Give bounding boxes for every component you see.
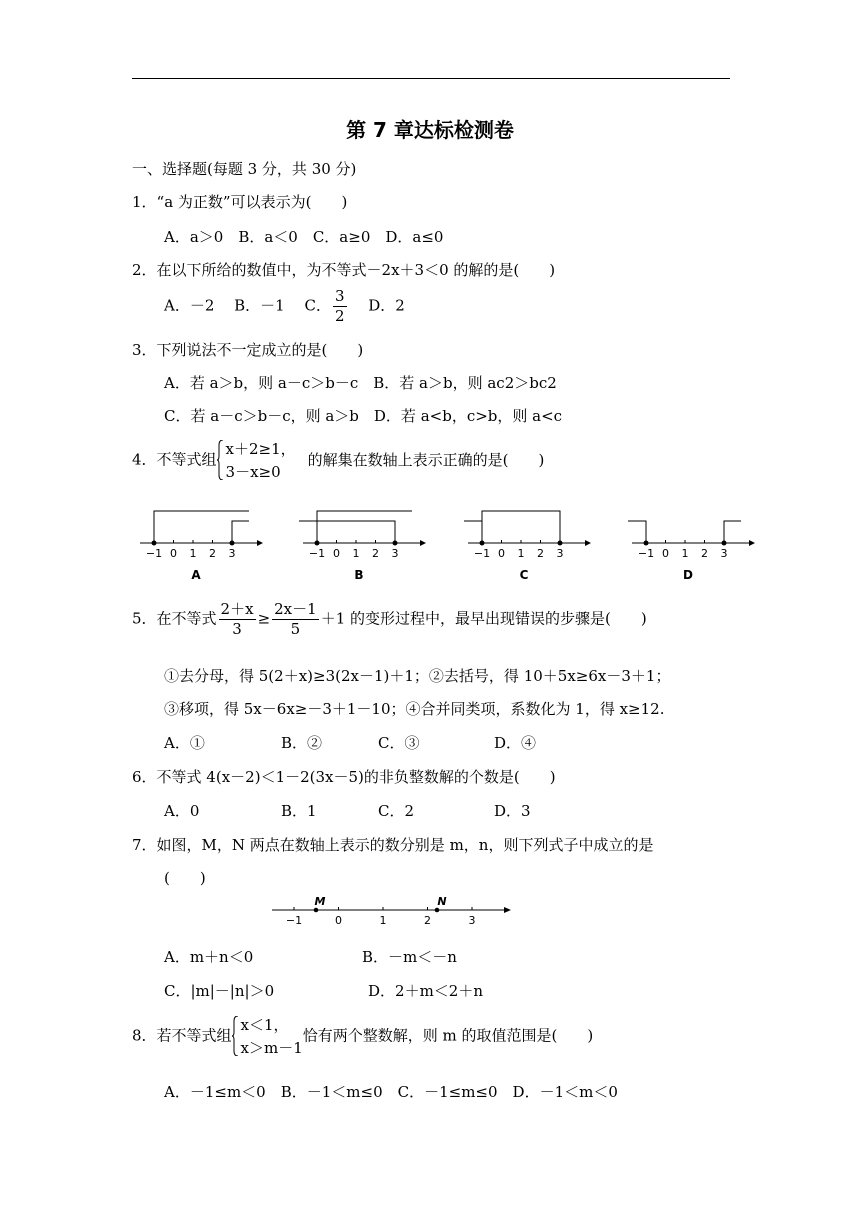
endpoint-dot <box>230 541 235 546</box>
q6-option-a: A．0 <box>164 802 200 820</box>
tick-label: 2 <box>424 914 431 927</box>
tick-label: 0 <box>498 547 505 560</box>
endpoint-dot <box>644 541 649 546</box>
tick-label: −1 <box>308 547 326 560</box>
axis-arrow-icon <box>420 540 426 546</box>
point-n-dot <box>435 908 440 913</box>
q7-option-a: A．m＋n＜0 <box>164 948 254 966</box>
tick-label: 2 <box>701 547 708 560</box>
q5-stem <box>132 600 647 639</box>
q8-stem <box>132 1014 593 1059</box>
q5-mid: ≥ <box>257 609 271 628</box>
page-title: 第 7 章达标检测卷 <box>346 118 514 142</box>
axis-arrow-icon <box>257 540 263 546</box>
q2-frac-den: 2 <box>334 306 345 325</box>
axis-caption: A <box>191 568 201 582</box>
solution-ray <box>724 521 741 543</box>
solution-ray <box>628 521 646 543</box>
point-n-label: N <box>437 895 447 908</box>
q4-number-lines <box>0 505 860 587</box>
endpoint-dot <box>722 541 727 546</box>
tick-label: 2 <box>209 547 216 560</box>
q4-axis-a <box>140 511 263 582</box>
q4-axis-b <box>299 511 426 582</box>
q7-stem: 7．如图，M，N 两点在数轴上表示的数分别是 m，n，则下列式子中成立的是 <box>132 836 654 854</box>
tick-label: 2 <box>537 547 544 560</box>
header-rule <box>132 78 730 79</box>
tick-label: 1 <box>681 547 689 560</box>
section-heading: 一、选择题(每题 3 分，共 30 分) <box>132 160 357 178</box>
q3-options-row2: C．若 a－c＞b－c，则 a＞b D．若 a<b，c>b，则 a<c <box>164 407 563 425</box>
tick-label: 3 <box>556 547 564 560</box>
q6-option-d: D．3 <box>494 802 531 820</box>
q2-options <box>164 287 405 326</box>
q2-fraction <box>333 287 347 326</box>
q6-stem: 6．不等式 4(x－2)＜1－2(3x－5)的非负整数解的个数是( ) <box>132 768 556 786</box>
endpoint-dot <box>393 541 398 546</box>
endpoint-dot <box>315 541 320 546</box>
q5-stem-post: ＋1 的变形过程中，最早出现错误的步骤是( ) <box>320 609 647 628</box>
solution-ray <box>464 521 482 543</box>
q2-options-pre: A．－2 B．－1 C． <box>164 296 331 315</box>
q5-f1-den: 3 <box>232 619 242 638</box>
q5-stem-pre: 5．在不等式 <box>132 609 217 628</box>
tick-label: 0 <box>662 547 669 560</box>
axis-arrow-icon <box>585 540 591 546</box>
tick-label: 0 <box>335 914 342 927</box>
q5-option-d: D．④ <box>494 734 537 752</box>
q3-stem: 3．下列说法不一定成立的是( ) <box>132 341 364 359</box>
q4-system <box>217 438 296 483</box>
q8-sys-row2: x＞m－1 <box>240 1038 303 1057</box>
q4-stem-post: 的解集在数轴上表示正确的是( ) <box>307 450 545 469</box>
q1-options: A．a＞0 B．a＜0 C．a≥0 D．a≤0 <box>164 228 444 246</box>
axis-arrow-icon <box>749 540 755 546</box>
point-m-dot <box>314 908 319 913</box>
tick-label: 3 <box>468 914 476 927</box>
solution-ray <box>317 511 412 543</box>
tick-label: −1 <box>473 547 491 560</box>
q7-option-c: C．|m|－|n|＞0 <box>164 982 275 1000</box>
q7-paren: ( ) <box>164 869 206 887</box>
q5-step-line1: ①去分母，得 5(2＋x)≥3(2x－1)＋1；②去括号，得 10＋5x≥6x－3＋1； <box>164 667 671 685</box>
solution-ray <box>232 521 249 543</box>
axis-caption: D <box>683 568 693 582</box>
q2-stem: 2．在以下所给的数值中，为不等式－2x＋3＜0 的解的是( ) <box>132 261 556 279</box>
tick-label: 2 <box>372 547 379 560</box>
tick-label: 0 <box>170 547 177 560</box>
axis-caption: C <box>519 568 529 582</box>
q4-stem <box>132 438 544 483</box>
tick-label: −1 <box>145 547 163 560</box>
tick-label: 3 <box>720 547 728 560</box>
tick-label: −1 <box>637 547 655 560</box>
q5-option-b: B．② <box>281 734 323 752</box>
axis-arrow-icon <box>504 907 511 913</box>
q7-option-d: D．2＋m＜2＋n <box>368 982 483 1000</box>
q5-option-c: C．③ <box>378 734 420 752</box>
q8-sys-row1: x＜1， <box>240 1016 289 1034</box>
q5-f1-num: 2＋x <box>220 600 254 618</box>
solution-ray <box>299 521 395 543</box>
q5-fraction-1 <box>219 600 256 639</box>
q5-f2-den: 5 <box>290 619 301 638</box>
endpoint-dot <box>480 541 485 546</box>
q4-stem-pre: 4．不等式组 <box>132 450 217 469</box>
q4-axis-c <box>464 511 591 582</box>
axis-caption: B <box>354 568 364 582</box>
solution-ray <box>482 511 560 543</box>
q2-options-post: D．2 <box>348 296 405 315</box>
tick-label: 1 <box>517 547 525 560</box>
tick-label: 1 <box>352 547 360 560</box>
q3-options-row1: A．若 a＞b，则 a－c＞b－c B．若 a＞b，则 ac2＞bc2 <box>164 374 557 392</box>
q4-axis-d <box>628 521 755 582</box>
left-brace-icon <box>232 1016 239 1056</box>
q5-fraction-2 <box>272 600 319 639</box>
tick-label: 0 <box>333 547 340 560</box>
tick-label: 1 <box>379 914 387 927</box>
endpoint-dot <box>152 541 157 546</box>
tick-label: 3 <box>228 547 236 560</box>
q8-stem-post: 恰有两个整数解，则 m 的取值范围是( ) <box>302 1026 594 1045</box>
endpoint-dot <box>558 541 563 546</box>
q2-frac-num: 3 <box>334 287 345 305</box>
point-m-label: M <box>314 895 326 908</box>
q7-option-b: B．－m＜－n <box>362 948 457 966</box>
solution-ray <box>154 511 249 543</box>
q6-option-c: C．2 <box>378 802 415 820</box>
tick-label: −1 <box>285 914 303 927</box>
tick-label: 3 <box>391 547 399 560</box>
q8-system <box>232 1014 303 1059</box>
q6-option-b: B．1 <box>281 802 317 820</box>
left-brace-icon <box>217 440 224 480</box>
q1-stem: 1．“a 为正数”可以表示为( ) <box>132 193 348 211</box>
q7-number-line <box>0 892 860 932</box>
q5-option-a: A．① <box>164 734 205 752</box>
tick-label: 1 <box>189 547 197 560</box>
q4-sys-row2: 3－x≥0 <box>225 462 281 481</box>
q8-stem-pre: 8．若不等式组 <box>132 1026 232 1045</box>
q4-sys-row1: x＋2≥1， <box>225 440 296 458</box>
q5-step-line2: ③移项，得 5x－6x≥－3＋1－10；④合并同类项，系数化为 1，得 x≥12. <box>164 700 665 718</box>
q5-f2-num: 2x－1 <box>274 600 317 618</box>
q8-options: A．－1≤m＜0 B．－1＜m≤0 C．－1≤m≤0 D．－1＜m＜0 <box>164 1083 618 1101</box>
